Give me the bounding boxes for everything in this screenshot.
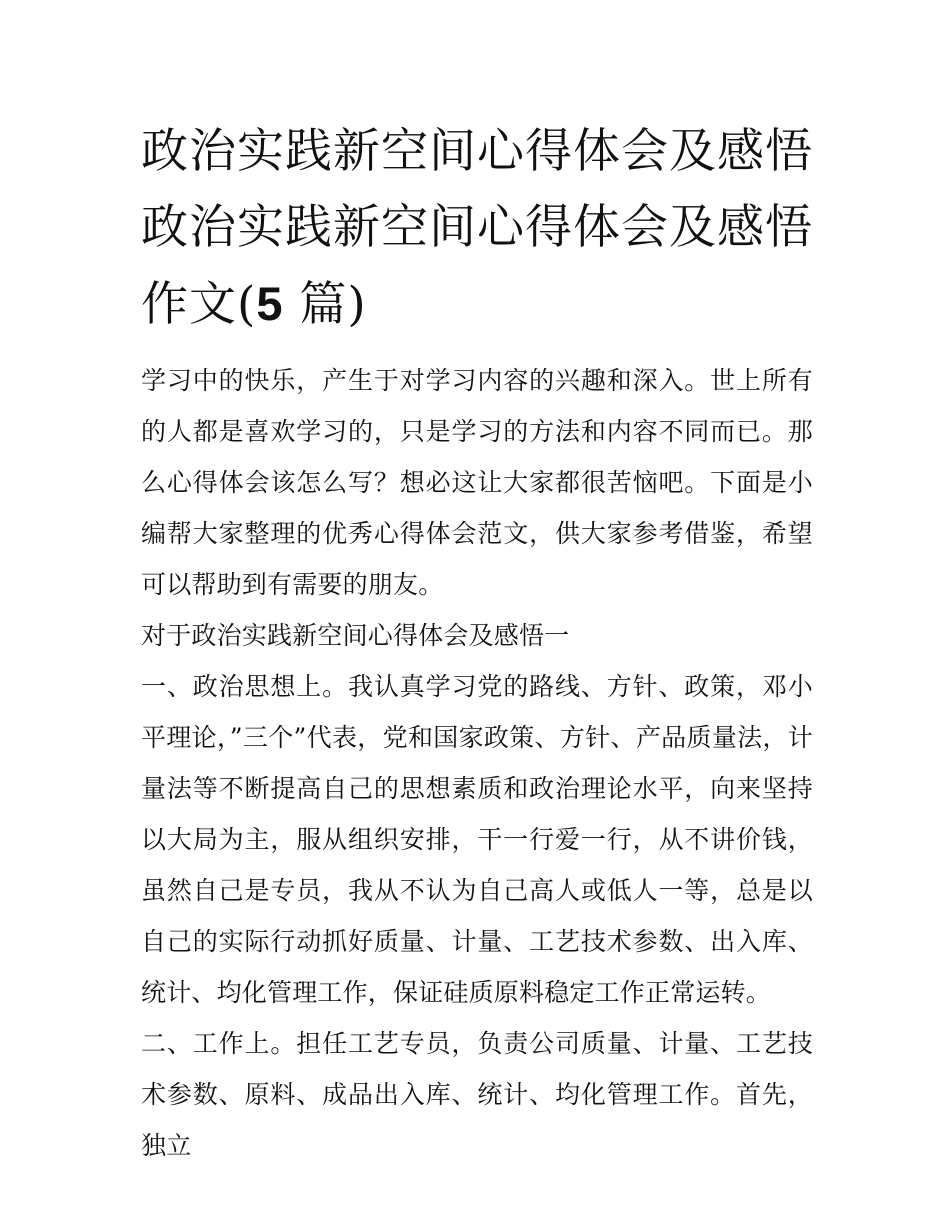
body-paragraph-work: 二、工作上。担任工艺专员，负责公司质量、计量、工艺技术参数、原料、成品出入库、统计、均化管理工作。首先，独立 (141, 1029, 813, 1160)
title-text-part1: 政治实践新空间心得体会及感悟 政治实践新空间心得体会及感悟作文( (141, 124, 813, 332)
title-number: 5 (256, 277, 284, 330)
document-title (141, 114, 813, 343)
document-content (141, 114, 813, 1171)
section-heading: 对于政治实践新空间心得体会及感悟一 (141, 621, 570, 650)
body-paragraph-political: 一、政治思想上。我认真学习党的路线、方针、政策，邓小平理论，”三个”代表，党和国家政策、方针、产品质量法，计量法等不断提高自己的思想素质和政治理论水平，向来坚持以大局为主，服从组织安排，干一行爱一行，从不讲价钱，虽然自己是专员，我从不认为自己高人或低人一等，总是以自己的实际行动抓好质量、计量、工艺技术参数、出入库、统计、均化管理工作，保证硅质原料稳定工作正常运转。 (141, 672, 813, 1007)
title-text-part2: 篇) (283, 277, 367, 332)
intro-paragraph: 学习中的快乐，产生于对学习内容的兴趣和深入。世上所有的人都是喜欢学习的，只是学习的方法和内容不同而已。那么心得体会该怎么写？想必这让大家都很苦恼吧。下面是小编帮大家整理的优秀心得体会范文，供大家参考借鉴，希望可以帮助到有需要的朋友。 (141, 366, 813, 599)
